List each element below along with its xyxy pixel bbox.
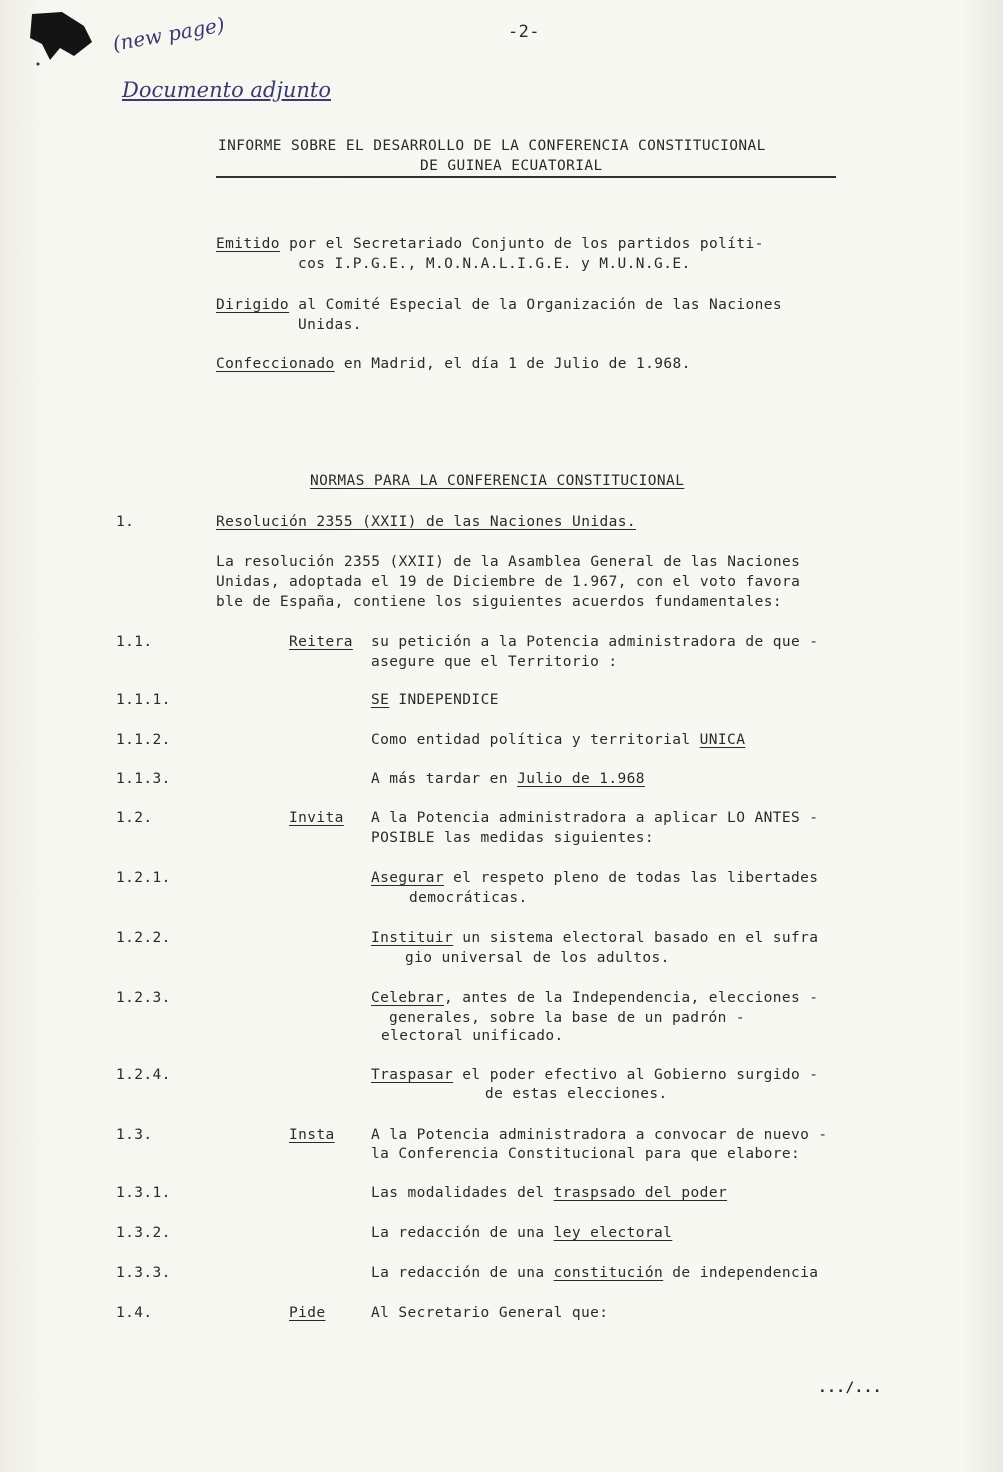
emitido-line-1: [216, 234, 764, 254]
dirigido-line-2: Unidas.: [298, 317, 362, 333]
item-1-1-line-2: asegure que el Territorio :: [371, 654, 618, 670]
item-1-1-1-emph: SE: [371, 692, 390, 708]
item-1-1-2-number: 1.1.2.: [116, 732, 171, 748]
item-1-2-2-number: 1.2.2.: [116, 930, 171, 946]
handwritten-label: Documento adjunto: [122, 78, 331, 102]
item-1-3-3-number: 1.3.3.: [116, 1265, 171, 1281]
item-1-2-1-text: el respeto pleno de todas las libertades: [444, 870, 819, 886]
item1-para-2: Unidas, adoptada el 19 de Diciembre de 1.967, con el voto favora: [216, 574, 801, 590]
item-1-1-3-text: [371, 769, 645, 789]
item-1-2-2-line-1: [371, 928, 818, 948]
item-1-2-3-line-3: electoral unificado.: [381, 1028, 564, 1044]
title-line-1: INFORME SOBRE EL DESARROLLO DE LA CONFERENCIA CONSTITUCIONAL: [218, 138, 766, 154]
item-1-2-3-line-1: [371, 988, 818, 1008]
item-1-2-4-line-2: de estas elecciones.: [485, 1086, 668, 1102]
item-1-3-1-pre: Las modalidades del: [371, 1185, 554, 1201]
item-1-4-line-1: Al Secretario General que:: [371, 1305, 609, 1321]
dirigido-line-1: [216, 295, 782, 315]
page-number: -2-: [508, 22, 540, 42]
item-1-1-number: 1.1.: [116, 634, 153, 650]
section-heading: NORMAS PARA LA CONFERENCIA CONSTITUCIONAL: [310, 473, 685, 489]
confeccionado-line: [216, 354, 691, 374]
title-line-2: DE GUINEA ECUATORIAL: [420, 158, 603, 174]
item1-para-1: La resolución 2355 (XXII) de la Asamblea General de las Naciones: [216, 554, 801, 570]
item-1-2-1-line-2: democráticas.: [409, 890, 528, 906]
item1-para-3: ble de España, contiene los siguientes acuerdos fundamentales:: [216, 594, 783, 610]
item-1-4-number: 1.4.: [116, 1305, 153, 1321]
dirigido-text: al Comité Especial de la Organización de las Naciones: [298, 297, 783, 313]
item-1-4-verb: Pide: [289, 1305, 326, 1321]
item-1-2-line-2: POSIBLE las medidas siguientes:: [371, 830, 655, 846]
item-1-1-verb: Reitera: [289, 634, 353, 650]
item-1-3-1-emph: traspsado del poder: [553, 1185, 728, 1201]
ink-blot-mark: [22, 8, 102, 68]
item-1-1-1-rest: INDEPENDICE: [389, 692, 499, 708]
item-1-2-3-verb: Celebrar: [371, 990, 445, 1006]
item-1-2-2-verb: Instituir: [371, 930, 454, 946]
item-1-2-3-text: , antes de la Independencia, elecciones -: [444, 990, 819, 1006]
item-1-1-3-pre: A más tardar en: [371, 771, 518, 787]
item-1-1-2-pre: Como entidad política y territorial: [371, 732, 700, 748]
item-1-2-1-line-1: [371, 868, 818, 888]
item-1-2-4-number: 1.2.4.: [116, 1067, 171, 1083]
item-1-1-3-number: 1.1.3.: [116, 771, 171, 787]
emitido-label: Emitido: [216, 236, 280, 252]
item-1-3-1-text: [371, 1183, 727, 1203]
handwritten-note: (new page): [110, 12, 227, 56]
item-1-3-line-1: A la Potencia administradora a convocar de nuevo -: [371, 1127, 828, 1143]
item-1-3-3-pre: La redacción de una: [371, 1265, 554, 1281]
title-rule: [216, 176, 836, 178]
item-1-3-number: 1.3.: [116, 1127, 153, 1143]
item-1-2-4-verb: Traspasar: [371, 1067, 454, 1083]
dirigido-label: Dirigido: [216, 297, 290, 313]
confeccionado-text: en Madrid, el día 1 de Julio de 1.968.: [343, 356, 691, 372]
item-1-2-3-number: 1.2.3.: [116, 990, 171, 1006]
item-1-1-1-number: 1.1.1.: [116, 692, 171, 708]
emitido-text: por el Secretariado Conjunto de los partidos políti-: [289, 236, 764, 252]
item-1-3-1-number: 1.3.1.: [116, 1185, 171, 1201]
item-1-1-2-emph: UNICA: [699, 732, 746, 748]
item-1-2-2-line-2: gio universal de los adultos.: [405, 950, 670, 966]
emitido-line-2: cos I.P.G.E., M.O.N.A.L.I.G.E. y M.U.N.G.E.: [298, 256, 691, 272]
item-1-3-line-2: la Conferencia Constitucional para que elabore:: [371, 1146, 801, 1162]
item-1-3-2-emph: ley electoral: [553, 1225, 673, 1241]
item-1-1-1-text: [371, 690, 499, 710]
item-1-2-1-verb: Asegurar: [371, 870, 445, 886]
item-1-1-3-emph: Julio de 1.968: [517, 771, 645, 787]
item-1-3-2-pre: La redacción de una: [371, 1225, 554, 1241]
item-1-3-3-text: [371, 1263, 818, 1283]
item-1-3-3-emph: constitución: [553, 1265, 664, 1281]
item-1-3-2-number: 1.3.2.: [116, 1225, 171, 1241]
item1-heading: Resolución 2355 (XXII) de las Naciones Unidas.: [216, 514, 636, 530]
item1-number: 1.: [116, 514, 135, 530]
item-1-2-line-1: A la Potencia administradora a aplicar LO ANTES -: [371, 810, 819, 826]
item-1-2-number: 1.2.: [116, 810, 153, 826]
item-1-2-3-line-2: generales, sobre la base de un padrón -: [389, 1010, 746, 1026]
item-1-1-line-1: su petición a la Potencia administradora de que -: [371, 634, 819, 650]
item-1-2-1-number: 1.2.1.: [116, 870, 171, 886]
item-1-3-2-text: [371, 1223, 672, 1243]
confeccionado-label: Confeccionado: [216, 356, 335, 372]
item-1-3-3-post: de independencia: [663, 1265, 819, 1281]
item-1-2-verb: Invita: [289, 810, 344, 826]
continuation-mark: .../...: [818, 1380, 882, 1396]
item-1-1-2-text: [371, 730, 745, 750]
item-1-3-verb: Insta: [289, 1127, 335, 1143]
item-1-2-4-line-1: [371, 1065, 818, 1085]
item-1-2-2-text: un sistema electoral basado en el sufra: [453, 930, 819, 946]
item-1-2-4-text: el poder efectivo al Gobierno surgido -: [453, 1067, 819, 1083]
